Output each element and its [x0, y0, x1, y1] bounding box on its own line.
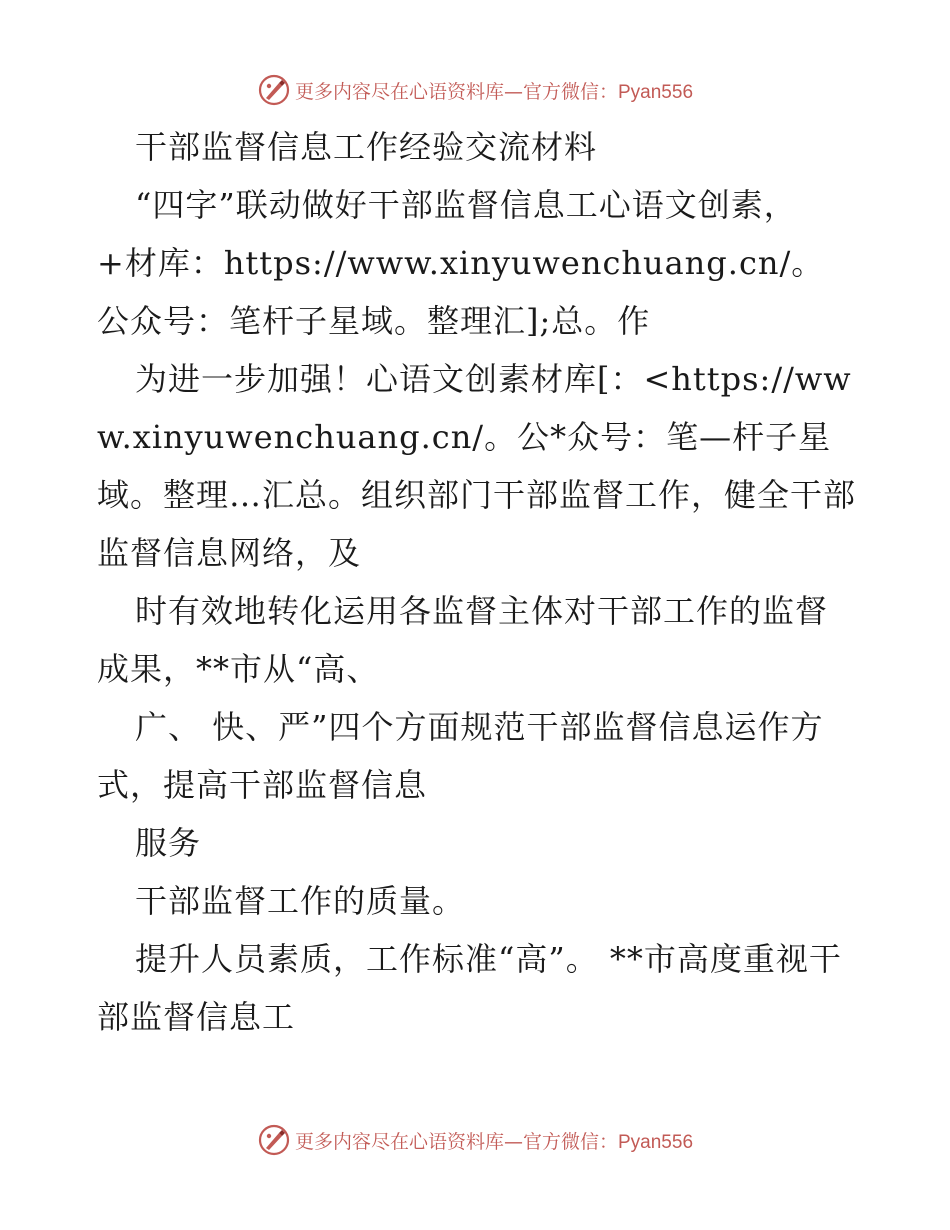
pen-circle-logo-icon — [257, 73, 291, 107]
banner-wechat-id: Pyan556 — [618, 81, 694, 103]
footer-banner — [0, 1120, 950, 1160]
banner-separator: — — [503, 80, 523, 103]
paragraph: 提升人员素质，工作标准“高”。 **市高度重视干部监督信息工 — [97, 940, 842, 1036]
document-body — [97, 118, 857, 1046]
paragraph: “四字”联动做好干部监督信息工心语文创素，+材库：https://www.xinyuwenchuang.cn/。公众号：笔杆子星域。整理汇];总。作 — [97, 186, 825, 340]
banner-main-text: 更多内容尽在心语资料库 — [294, 1130, 504, 1153]
paragraph: 干部监督工作的质量。 — [135, 882, 466, 920]
paragraph: 为进一步加强！心语文创素材库[：<https://www.xinyuwenchuang.cn/。公*众号：笔—杆子星域。整理…汇总。组织部门干部监督工作，健全干部监督信息网络，及 — [97, 360, 857, 572]
document-title: 干部监督信息工作经验交流材料 — [135, 128, 598, 166]
pen-circle-logo-icon — [257, 1123, 291, 1157]
banner-wechat-id: Pyan556 — [618, 1131, 694, 1153]
banner-separator: — — [503, 1130, 523, 1153]
banner-wechat-label: 官方微信： — [522, 80, 618, 103]
banner-wechat-label: 官方微信： — [522, 1130, 618, 1153]
banner-text — [295, 1127, 693, 1154]
header-banner — [0, 70, 950, 110]
paragraph: 广、 快、严”四个方面规范干部监督信息运作方式，提高干部监督信息 — [97, 708, 824, 804]
banner-text — [295, 77, 693, 104]
paragraph: 服务 — [135, 824, 202, 862]
banner-main-text: 更多内容尽在心语资料库 — [294, 80, 504, 103]
paragraph: 时有效地转化运用各监督主体对干部工作的监督成果，**市从“高、 — [97, 592, 829, 688]
